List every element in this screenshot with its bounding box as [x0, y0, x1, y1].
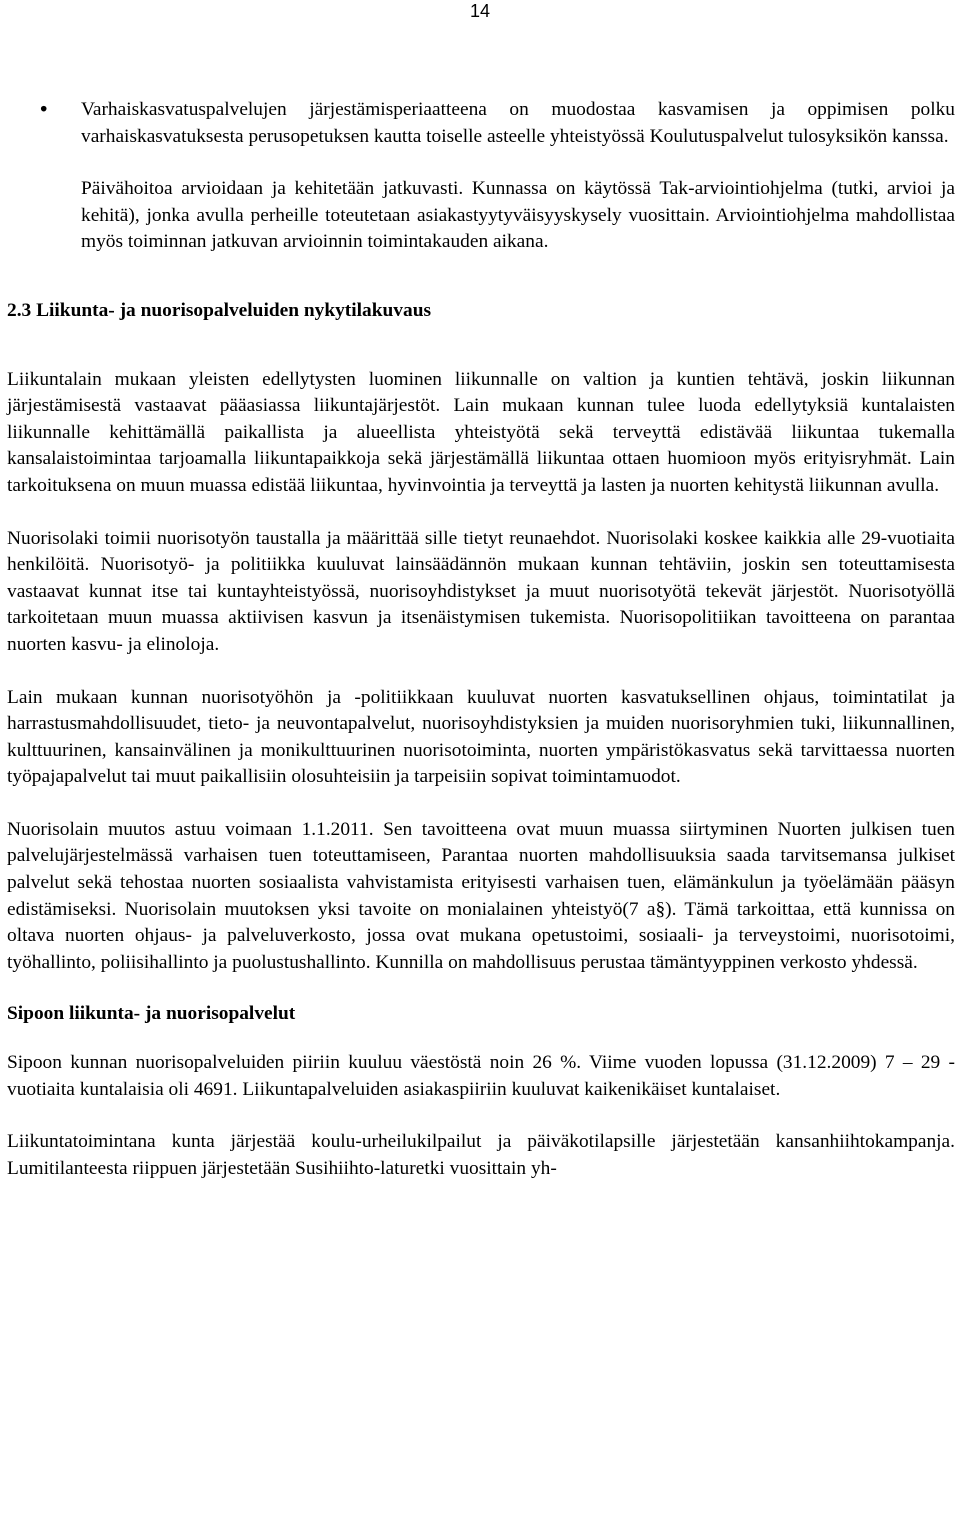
document-body: [7, 97, 955, 1182]
bullet-item: [7, 97, 955, 150]
paragraph-liikuntatoiminta: Liikuntatoimintana kunta järjestää koulu-urheilukilpailut ja päiväkotilapsille järjestetään kansanhiihtokampanja. Lumitilanteesta riippuen järjestetään Susihiihto-laturetki vuosittain yh-: [7, 1131, 955, 1179]
section-heading: 2.3 Liikunta- ja nuorisopalveluiden nykytilakuvaus: [7, 299, 432, 321]
subheading: Sipoon liikunta- ja nuorisopalvelut: [7, 1003, 296, 1025]
paragraph-sipoon-nuorisopalvelut: Sipoon kunnan nuorisopalveluiden piiriin kuuluu väestöstä noin 26 %. Viime vuoden lopussa (31.12.2009) 7 – 29 -vuotiaita kuntalaisia oli 4691. Liikuntapalveluiden asiakaspiiriin kuuluvat kaikenikäiset kuntalaiset.: [7, 1052, 955, 1100]
bullet-icon: •: [38, 98, 50, 121]
paragraph-nuorisolaki: Nuorisolaki toimii nuorisotyön taustalla ja määrittää sille tietyt reunaehdot. Nuorisolaki koskee kaikkia alle 29-vuotiaita henkilöitä. Nuorisotyö- ja politiikka kuuluvat lainsäädännön mukaan kunnan tehtäviin, joskin sen toteuttamisesta vastaavat kunnat itse tai kuntayhteistyössä, nuorisoyhdistykset ja muut nuorisotyötä tekevät järjestöt. Nuorisotyöllä tarkoitetaan muun muassa aktiivisen kasvun ja itsenäistymisen tukemista. Nuorisopolitiikan tavoitteena on parantaa nuorten kasvu- ja elinoloja.: [7, 527, 955, 655]
paragraph-liikuntalaki: Liikuntalain mukaan yleisten edellytysten luominen liikunnalle on valtion ja kuntien tehtävä, joskin liikunnan järjestämisestä vastaavat pääasiassa liikuntajärjestöt. Lain mukaan kunnan tulee luoda edellytyksiä kuntalaisten liikunnalle kehittämällä paikallista ja alueellista yhteistyötä sekä terveyttä edistävää liikuntaa tukemalla kansalaistoimintaa tarjoamalla liikuntapaikkoja sekä järjestämällä liikuntaa ottaen huomioon myös erityisryhmät. Lain tarkoituksena on muun muassa edistää liikuntaa, hyvinvointia ja terveyttä ja lasten ja nuorten kehitystä liikunnan avulla.: [7, 368, 955, 496]
bullet-followup-paragraph: Päivähoitoa arvioidaan ja kehitetään jatkuvasti. Kunnassa on käytössä Tak-arviointiohjelma (tutki, arvioi ja kehitä), jonka avulla perheille toteutetaan asiakastyytyväisyyskysely vuosittain. Arviointiohjelma mahdollistaa myös toiminnan jatkuvan arvioinnin toimintakauden aikana.: [81, 178, 955, 253]
page-number: 14: [469, 1, 491, 21]
paragraph-nuorisolain-muutos: Nuorisolain muutos astuu voimaan 1.1.2011. Sen tavoitteena ovat muun muassa siirtyminen Nuorten julkisen tuen palvelujärjestelmässä varhaisen tuen toteuttamiseen, Parantaa nuorten mahdollisuuksia saada tarvitsemansa julkiset palvelut sekä tehostaa nuorten sosiaalista vahvistamista erityisesti varhaisen tuen, elämänkulun ja työelämään pääsyn edistämiseksi. Nuorisolain muutoksen yksi tavoite on monialainen yhteistyö(7 a§). Tämä tarkoittaa, että kunnissa on oltava nuorten ohjaus- ja palveluverkosto, jossa ovat mukana opetustoimi, sosiaali- ja terveystoimi, nuorisotoimi, työhallinto, poliisihallinto ja puolustushallinto. Kunnilla on mahdollisuus perustaa tämäntyyppinen verkosto yhdessä.: [7, 818, 955, 973]
bullet-text: Varhaiskasvatuspalvelujen järjestämisperiaatteena on muodostaa kasvamisen ja oppimisen polku varhaiskasvatuksesta perusopetuksen kautta toiselle asteelle yhteistyössä Koulutuspalvelut tulosyksikön kanssa.: [81, 99, 955, 147]
paragraph-kunnan-nuorisotyo: Lain mukaan kunnan nuorisotyöhön ja -politiikkaan kuuluvat nuorten kasvatuksellinen ohjaus, toimintatilat ja harrastusmahdollisuudet, tieto- ja neuvontapalvelut, nuorisoyhdistyksien ja muiden nuorisoryhmien tuki, liikunnallinen, kulttuurinen, kansainvälinen ja monikulttuurinen nuorisotoiminta, nuorten ympäristökasvatus sekä tarvittaessa nuorten työpajapalvelut tai muut paikallisiin olosuhteisiin ja tarpeisiin sopivat toimintamuodot.: [7, 686, 955, 788]
